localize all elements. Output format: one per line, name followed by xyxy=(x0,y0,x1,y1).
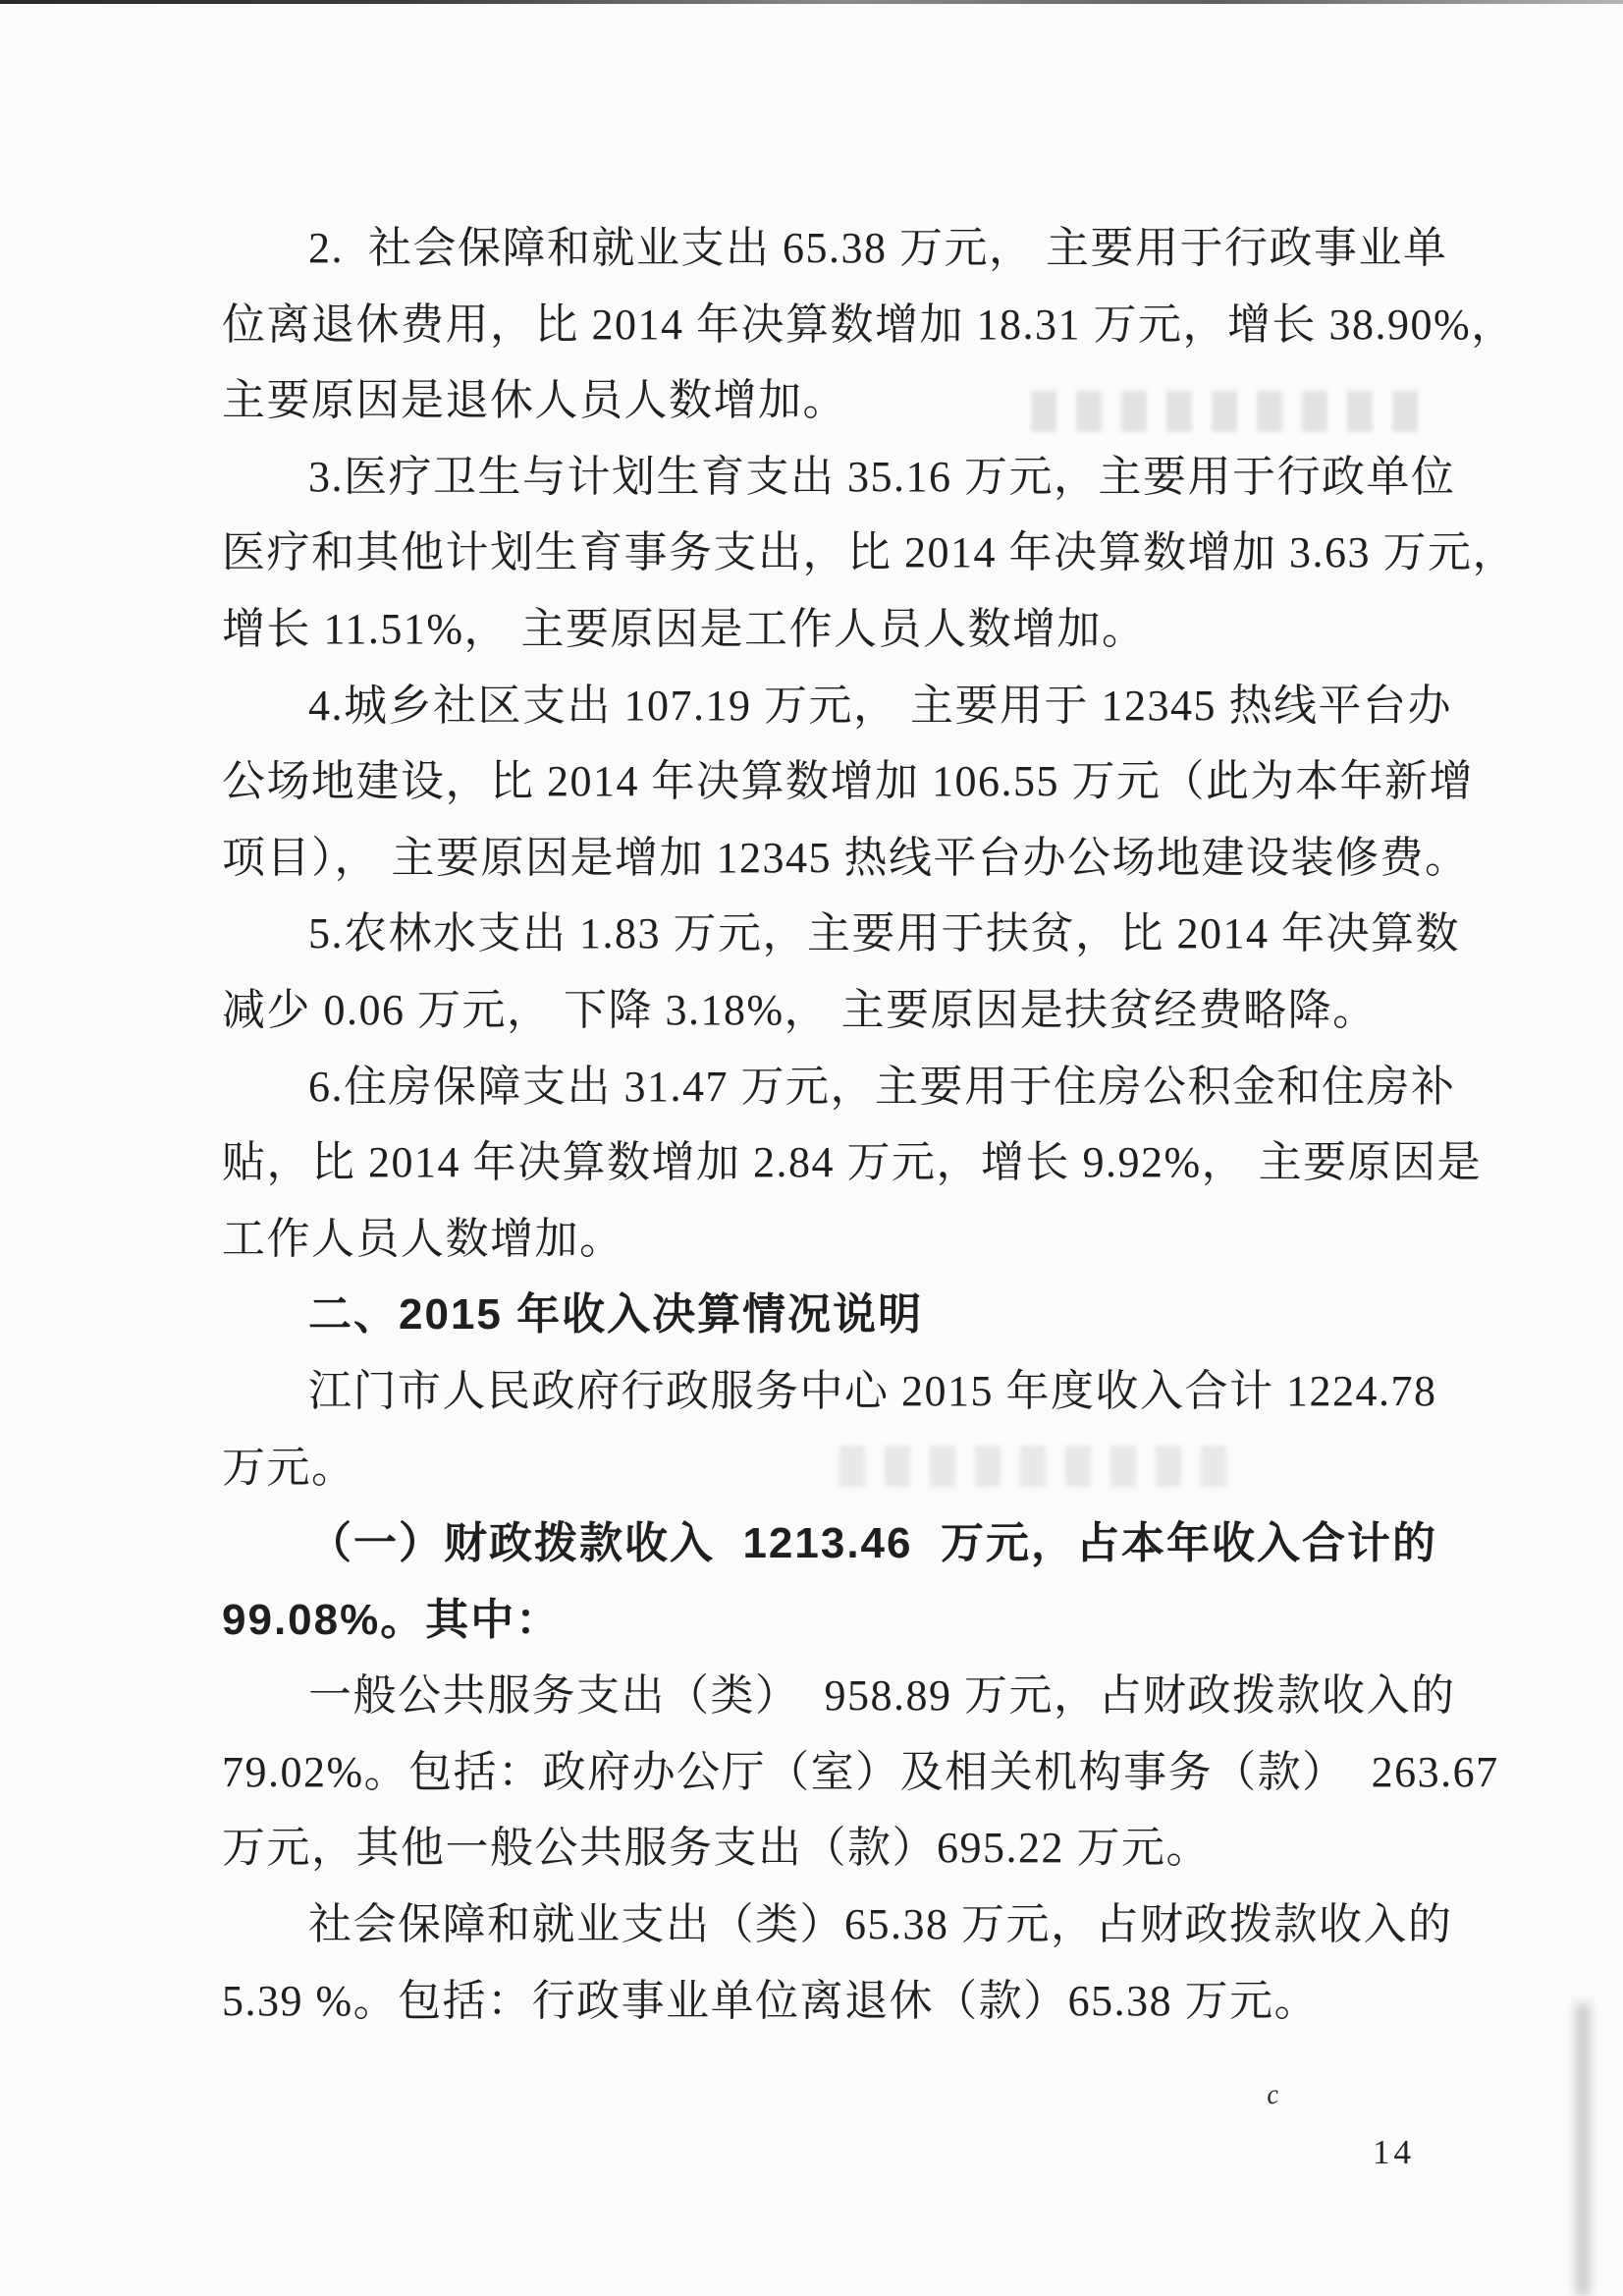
text-line: 工作人员人数增加。 xyxy=(222,1214,624,1263)
paragraph xyxy=(222,1658,1499,1886)
paragraph xyxy=(222,668,1474,897)
text-line: 万元，其他一般公共服务支出（款）695.22 万元。 xyxy=(222,1824,1211,1873)
text-line: 万元。 xyxy=(222,1443,356,1492)
paragraph xyxy=(222,1886,1461,2039)
text-line: 6.住房保障支出 31.47 万元，主要用于住房公积金和住房补 xyxy=(308,1062,1456,1111)
text-line: 4.城乡社区支出 107.19 万元， 主要用于 12345 热线平台办 xyxy=(308,681,1452,730)
paragraph xyxy=(222,896,1461,1048)
text-line: 79.02%。包括：政府办公厅（室）及相关机构事务（款） 263.67 xyxy=(222,1747,1499,1796)
text-line: 医疗和其他计划生育事务支出，比 2014 年决算数增加 3.63 万元， xyxy=(222,528,1517,577)
section-heading xyxy=(222,1277,1461,1353)
text-line: 社会保障和就业支出（类）65.38 万元，占财政拨款收入的 xyxy=(308,1900,1453,1949)
text-line: 主要原因是退休人员人数增加。 xyxy=(222,376,847,425)
scan-edge-artifact-top xyxy=(0,0,1623,4)
text-line: 一般公共服务支出（类） 958.89 万元，占财政拨款收入的 xyxy=(308,1671,1456,1721)
paragraph xyxy=(222,1353,1461,1505)
text-line: 2. 社会保障和就业支出 65.38 万元， 主要用于行政事业单 xyxy=(308,224,1448,272)
paragraph xyxy=(222,439,1517,668)
text-line: 公场地建设，比 2014 年决算数增加 106.55 万元（此为本年新增 xyxy=(222,757,1474,806)
document-body xyxy=(222,210,1517,2039)
text-line: 99.08%。其中： xyxy=(222,1595,562,1644)
text-line: （一）财政拨款收入 1213.46 万元，占本年收入合计的 xyxy=(308,1519,1437,1568)
text-line: 项目）， 主要原因是增加 12345 热线平台办公场地建设装修费。 xyxy=(222,833,1470,882)
text-line: 减少 0.06 万元， 下降 3.18%， 主要原因是扶贫经费略降。 xyxy=(222,985,1378,1034)
text-line: 5.39 %。包括：行政事业单位离退休（款）65.38 万元。 xyxy=(222,1976,1320,2025)
text-line: 贴，比 2014 年决算数增加 2.84 万元，增长 9.92%， 主要原因是 xyxy=(222,1138,1483,1187)
text-line: 江门市人民政府行政服务中心 2015 年度收入合计 1224.78 xyxy=(308,1366,1437,1415)
stray-pen-mark: c xyxy=(1264,2079,1281,2111)
scan-edge-artifact-right xyxy=(1575,2003,1591,2296)
paragraph xyxy=(222,1049,1483,1278)
text-line: 位离退休费用，比 2014 年决算数增加 18.31 万元，增长 38.90%， xyxy=(222,300,1516,349)
text-line: 增长 11.51%， 主要原因是工作人员人数增加。 xyxy=(222,604,1147,653)
text-line: 5.农林水支出 1.83 万元，主要用于扶贫，比 2014 年决算数 xyxy=(308,909,1460,958)
paragraph xyxy=(222,210,1516,439)
text-line: 3.医疗卫生与计划生育支出 35.16 万元，主要用于行政单位 xyxy=(308,452,1456,501)
page-number: 14 xyxy=(1373,2133,1415,2171)
heading-line: 二、2015 年收入决算情况说明 xyxy=(308,1290,924,1339)
paragraph-emphasis xyxy=(222,1505,1461,1658)
